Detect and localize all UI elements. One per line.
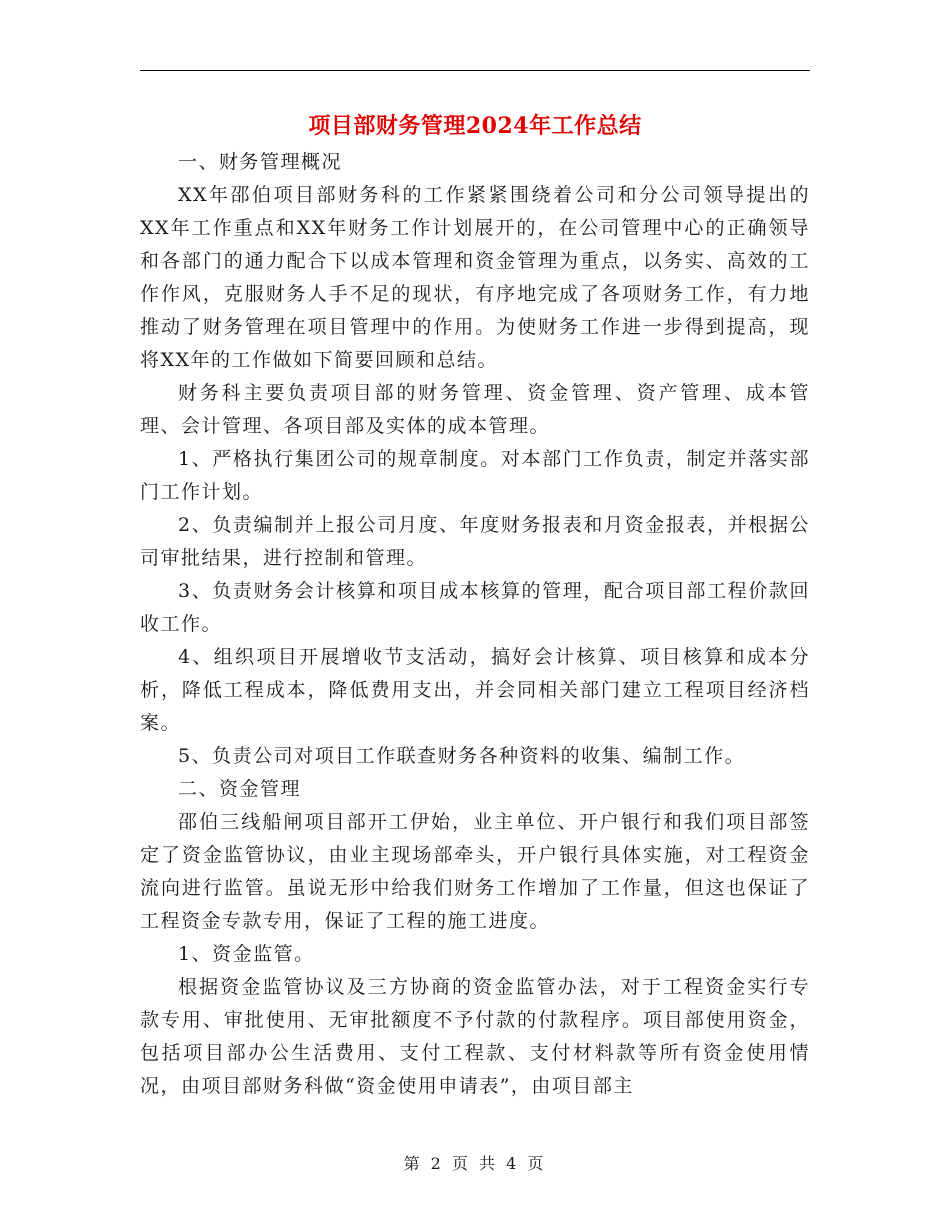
document-body [140,146,810,1103]
list-item: 2、负责编制并上报公司月度、年度财务报表和月资金报表，并根据公司审批结果，进行控制和管理。 [140,514,810,569]
body-paragraph: 邵伯三线船闸项目部开工伊始，业主单位、开户银行和我们项目部签定了资金监管协议，由业主现场部牵头，开户银行具体实施，对工程资金流向进行监管。虽说无形中给我们财务工作增加了工作量，但这也保证了工程资金专款专用，保证了工程的施工进度。 [140,811,810,932]
section-heading: 二、资金管理 [178,778,302,800]
list-item: 1、严格执行集团公司的规章制度。对本部门工作负责，制定并落实部门工作计划。 [140,448,810,503]
list-item: 5、负责公司对项目工作联查财务各种资料的收集、编制工作。 [178,745,746,767]
header-rule [140,70,810,71]
subsection-heading: 1、资金监管。 [178,943,315,965]
body-paragraph: 财务科主要负责项目部的财务管理、资金管理、资产管理、成本管理、会计管理、各项目部及实体的成本管理。 [140,382,810,437]
body-paragraph: XX年邵伯项目部财务科的工作紧紧围绕着公司和分公司领导提出的XX年工作重点和XX年财务工作计划展开的，在公司管理中心的正确领导和各部门的通力配合下以成本管理和资金管理为重点，以务实、高效的工作作风，克服财务人手不足的现状，有序地完成了各项财务工作，有力地推动了财务管理在项目管理中的作用。为使财务工作进一步得到提高，现将XX年的工作做如下简要回顾和总结。 [140,184,810,371]
page-number-footer: 第 2 页 共 4 页 [403,1154,547,1173]
section-heading: 一、财务管理概况 [178,151,343,173]
list-item: 4、组织项目开展增收节支活动，搞好会计核算、项目核算和成本分析，降低工程成本，降低费用支出，并会同相关部门建立工程项目经济档案。 [140,646,810,734]
list-item: 3、负责财务会计核算和项目成本核算的管理，配合项目部工程价款回收工作。 [140,580,810,635]
document-title: 项目部财务管理2024年工作总结 [308,113,642,139]
body-paragraph: 根据资金监管协议及三方协商的资金监管办法，对于工程资金实行专款专用、审批使用、无审批额度不予付款的付款程序。项目部使用资金，包括项目部办公生活费用、支付工程款、支付材料款等所有资金使用情况，由项目部财务科做“资金使用申请表”，由项目部主 [140,976,810,1097]
